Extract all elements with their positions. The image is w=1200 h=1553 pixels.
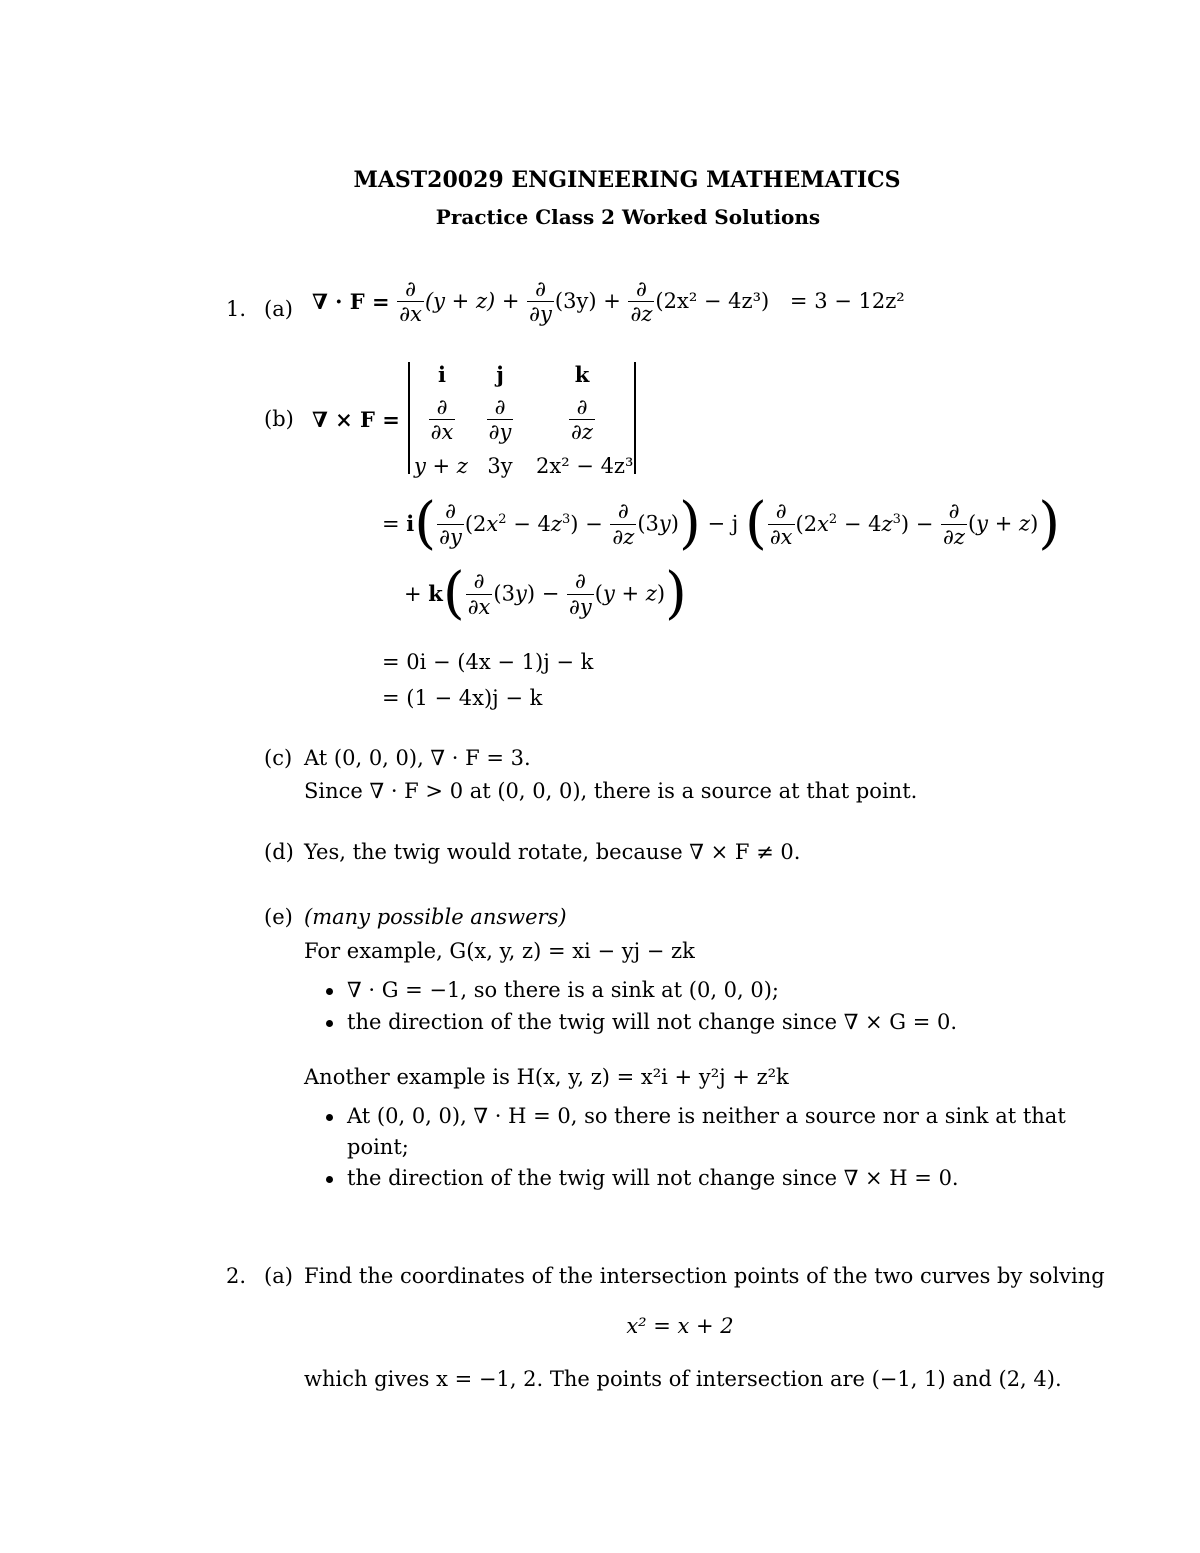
determinant-right-bar — [634, 362, 636, 474]
part-d-text: Yes, the twig would rotate, because ∇ × F ≠ 0. — [304, 840, 801, 864]
question-number-1: 1. — [226, 297, 247, 321]
frac-num: ∂ — [569, 395, 595, 420]
det-dx — [422, 395, 462, 444]
det-i: i — [438, 362, 446, 387]
bullet-icon — [326, 1176, 333, 1183]
div-lhs: ∇ · F = — [312, 289, 390, 315]
part-label-1e: (e) — [264, 905, 293, 929]
q2-conclusion: which gives x = −1, 2. The points of intersection are (−1, 1) and (2, 4). — [304, 1367, 1062, 1391]
part-e-note: (many possible answers) — [304, 905, 567, 929]
det-dz — [562, 395, 602, 444]
div-term-2: (3y) + — [554, 289, 621, 314]
det-dy — [480, 395, 520, 444]
div-result: = 3 − 12z² — [789, 289, 905, 314]
frac-den: ∂y — [529, 302, 552, 327]
frac-den: ∂x — [399, 302, 422, 327]
bullet-text: the direction of the twig will not change since ∇ × H = 0. — [347, 1166, 959, 1190]
det-k: k — [574, 362, 590, 387]
det-j: j — [496, 362, 504, 387]
determinant-left-bar — [408, 362, 410, 474]
divergence-equation — [312, 277, 905, 326]
q2-equation: x² = x + 2 — [626, 1314, 734, 1338]
part-c-line-2: Since ∇ · F > 0 at (0, 0, 0), there is a source at that point. — [304, 779, 918, 803]
part-label-1b: (b) — [264, 407, 294, 431]
part-label-1a: (a) — [264, 297, 293, 321]
part-label-1d: (d) — [264, 840, 294, 864]
bullet-item-h-2 — [326, 1168, 959, 1189]
div-term-3: (2x² − 4z³) — [655, 289, 770, 314]
frac-num: ∂ — [397, 277, 424, 302]
part-label-2a: (a) — [264, 1264, 293, 1288]
det-r3-2: 3y — [487, 454, 513, 478]
det-r3-3: 2x² − 4z³ — [536, 454, 634, 478]
bullet-text: ∇ · G = −1, so there is a sink at (0, 0, 0); — [347, 978, 780, 1002]
bullet-item-g-1 — [326, 980, 779, 1001]
partial-z-fraction — [628, 277, 654, 326]
bullet-item-g-2 — [326, 1012, 957, 1033]
det-r3-1: y + z — [414, 454, 468, 478]
partial-x-fraction — [397, 277, 424, 326]
question-number-2: 2. — [226, 1264, 247, 1288]
frac-den: ∂x — [430, 420, 454, 445]
curl-lhs: ∇ × F = — [312, 407, 400, 432]
curl-result-line-3: = 0i − (4x − 1)j − k — [382, 650, 594, 674]
part-label-1c: (c) — [264, 746, 293, 770]
bullet-text: At (0, 0, 0), ∇ · H = 0, so there is neither a source nor a sink at that — [347, 1104, 1066, 1128]
frac-num: ∂ — [487, 395, 514, 420]
part-c-line-1: At (0, 0, 0), ∇ · F = 3. — [304, 746, 531, 770]
bullet-text: the direction of the twig will not change since ∇ × G = 0. — [347, 1010, 958, 1034]
frac-den: ∂z — [571, 420, 593, 445]
frac-den: ∂z — [630, 302, 653, 327]
bullet-icon — [326, 1114, 333, 1121]
part-e-example-1: For example, G(x, y, z) = xi − yj − zk — [304, 939, 695, 963]
frac-num: ∂ — [429, 395, 456, 420]
frac-num: ∂ — [628, 277, 654, 302]
page-subtitle: Practice Class 2 Worked Solutions — [435, 205, 821, 229]
div-term-1: (y + z) + — [424, 289, 520, 314]
bullet-item-h-1-continued: point; — [347, 1135, 409, 1159]
q2-instruction: Find the coordinates of the intersection points of the two curves by solving — [304, 1264, 1105, 1288]
frac-den: ∂y — [488, 420, 512, 445]
bullet-icon — [326, 988, 333, 995]
curl-expansion-line-1: = i( $\frac{\partial}{\partial y}$ $(2x^2 - 4z^3)$ − $\frac{\partial}{\partial z}$ (3y)) − j ( $\frac{\partial}{\partial x}$ $(2x^2 - 4z^3)$ − $\frac{\partial}{\partial z}$ (y + z)) — [382, 491, 1061, 556]
frac-num: ∂ — [527, 277, 554, 302]
partial-y-fraction — [527, 277, 554, 326]
curl-expansion-line-2: + k( $\frac{\partial}{\partial x}$ (3y) − $\frac{\partial}{\partial y}$ (y + z)) — [404, 561, 687, 626]
part-e-example-2: Another example is H(x, y, z) = x²i + y²j + z²k — [304, 1065, 789, 1089]
curl-result-line-4: = (1 − 4x)j − k — [382, 686, 543, 710]
bullet-icon — [326, 1020, 333, 1027]
page-title: MAST20029 ENGINEERING MATHEMATICS — [353, 167, 901, 193]
bullet-item-h-1 — [326, 1106, 1066, 1127]
